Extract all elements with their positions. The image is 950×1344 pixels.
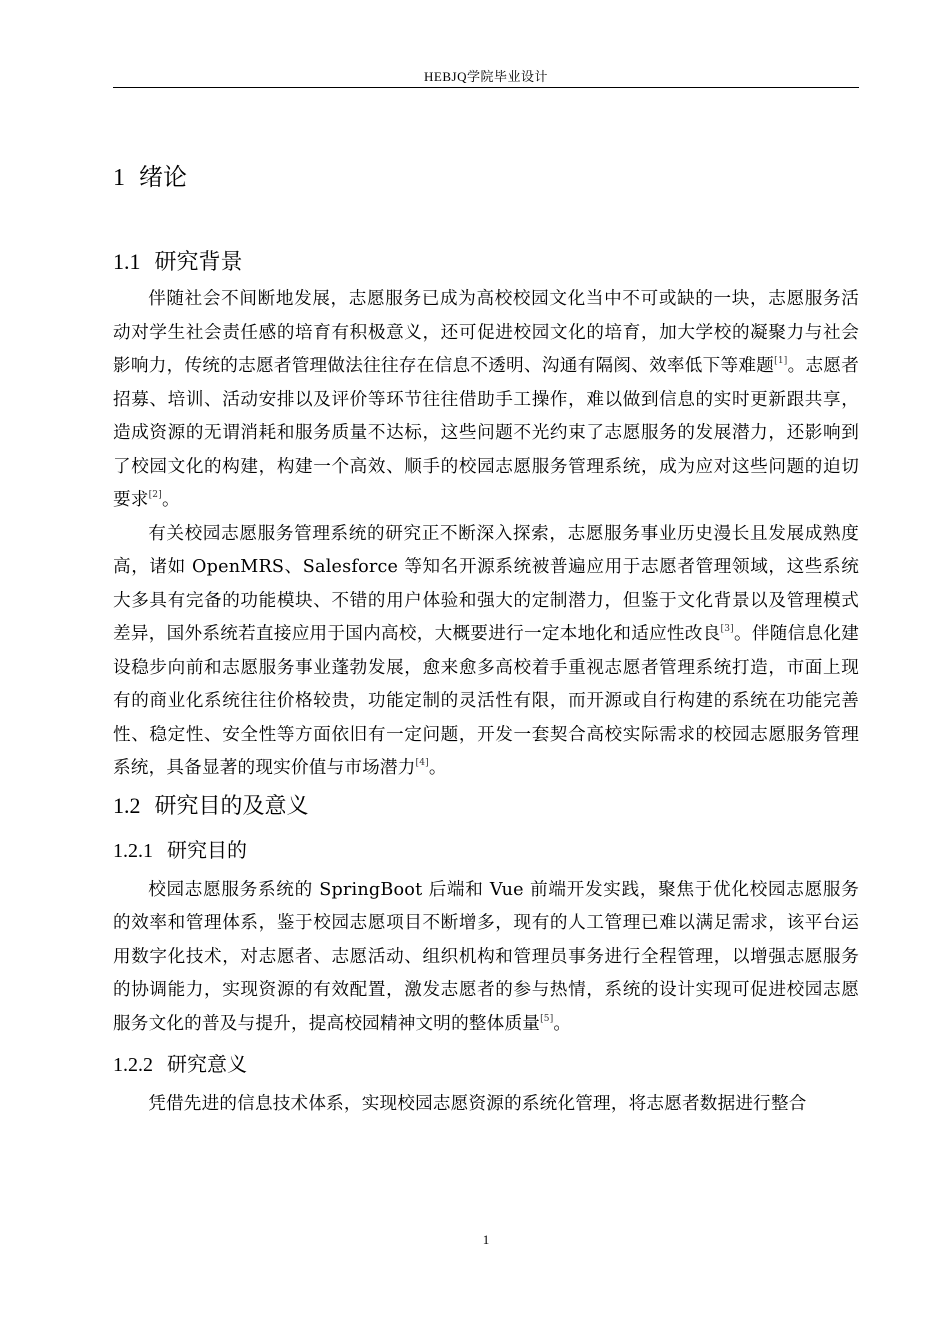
section-title: 研究背景 — [154, 250, 243, 275]
text-run: 校园志愿服务系统的 SpringBoot 后端和 Vue 前端开发实践，聚焦于优化校园志愿服务的效率和管理体系，鉴于校园志愿项目不断增多，现有的人工管理已难以满足需求，该平台运用数字化技术，对志愿者、志愿活动、组织机构和管理员事务进行全程管理，以增强志愿服务的协调能力，实现资源的有效配置，激发志愿者的参与热情，系统的设计实现可促进校园志愿服务文化的普及与提升，提高校园精神文明的整体质量 — [113, 879, 859, 1034]
running-header: HEBJQ学院毕业设计 — [424, 69, 548, 84]
page-number: 1 — [482, 1232, 490, 1247]
citation-4: [4] — [415, 758, 429, 768]
subsection-heading-purpose — [113, 827, 859, 874]
paragraph-significance: 凭借先进的信息技术体系，实现校园志愿资源的系统化管理，将志愿者数据进行整合 — [148, 1094, 807, 1114]
subsection-title: 研究意义 — [167, 1052, 247, 1076]
paragraph-background-2 — [113, 518, 859, 786]
subsection-title: 研究目的 — [167, 837, 247, 862]
subsection-heading-significance — [113, 1041, 859, 1088]
header-rule — [113, 87, 859, 88]
chapter-title: 绪论 — [139, 163, 187, 191]
subsection-number: 1.2.2 — [113, 1054, 153, 1076]
chapter-heading — [113, 150, 859, 215]
section-number: 1.1 — [113, 249, 141, 274]
text-run: 。 — [553, 1013, 572, 1034]
chapter-number: 1 — [113, 165, 125, 191]
section-heading-purpose-significance — [113, 786, 859, 827]
text-run: 伴随社会不间断地发展，志愿服务已成为高校校园文化当中不可或缺的一块，志愿服务活动对学生社会责任感的培育有积极意义，还可促进校园文化的培育，加大学校的凝聚力与社会影响力，传统的志愿者管理做法往往存在信息不透明、沟通有隔阂、效率低下等难题 — [113, 289, 859, 376]
citation-5: [5] — [540, 1013, 554, 1024]
section-number: 1.2 — [113, 792, 141, 818]
subsection-number: 1.2.1 — [113, 839, 153, 862]
page-content — [113, 150, 859, 1122]
text-run: 。 — [161, 490, 180, 510]
citation-2: [2] — [148, 490, 162, 500]
text-run: 有关校园志愿服务管理系统的研究正不断深入探索，志愿服务事业历史漫长且发展成熟度高，诸如 OpenMRS、Salesforce 等知名开源系统被普遍应用于志愿者管理领域，这些系统大多具有完备的功能模块、不错的用户体验和强大的定制潜力，但鉴于文化背景以及管理模式差异，国外系统若直接应用于国内高校，大概要进行一定本地化和适应性改良 — [113, 523, 859, 644]
paragraph-purpose — [113, 874, 859, 1042]
text-run: 。伴随信息化建设稳步向前和志愿服务事业蓬勃发展，愈来愈多高校着手重视志愿者管理系统打造，市面上现有的商业化系统往往价格较贵，功能定制的灵活性有限，而开源或自行构建的系统在功能完善性、稳定性、安全性等方面依旧有一定问题，开发一套契合高校实际需求的校园志愿服务管理系统，具备显著的现实价值与市场潜力 — [113, 624, 859, 778]
section-heading-background — [113, 242, 859, 283]
citation-1: [1] — [774, 356, 788, 366]
citation-3: [3] — [720, 624, 734, 634]
paragraph-background-1 — [113, 283, 859, 518]
section-title: 研究目的及意义 — [154, 793, 309, 819]
text-run: 。志愿者招募、培训、活动安排以及评价等环节往往借助手工操作，难以做到信息的实时更新跟共享，造成资源的无谓消耗和服务质量不达标，这些问题不光约束了志愿服务的发展潜力，还影响到了校园文化的构建，构建一个高效、顺手的校园志愿服务管理系统，成为应对这些问题的迫切要求 — [113, 356, 859, 510]
text-run: 。 — [428, 758, 447, 778]
